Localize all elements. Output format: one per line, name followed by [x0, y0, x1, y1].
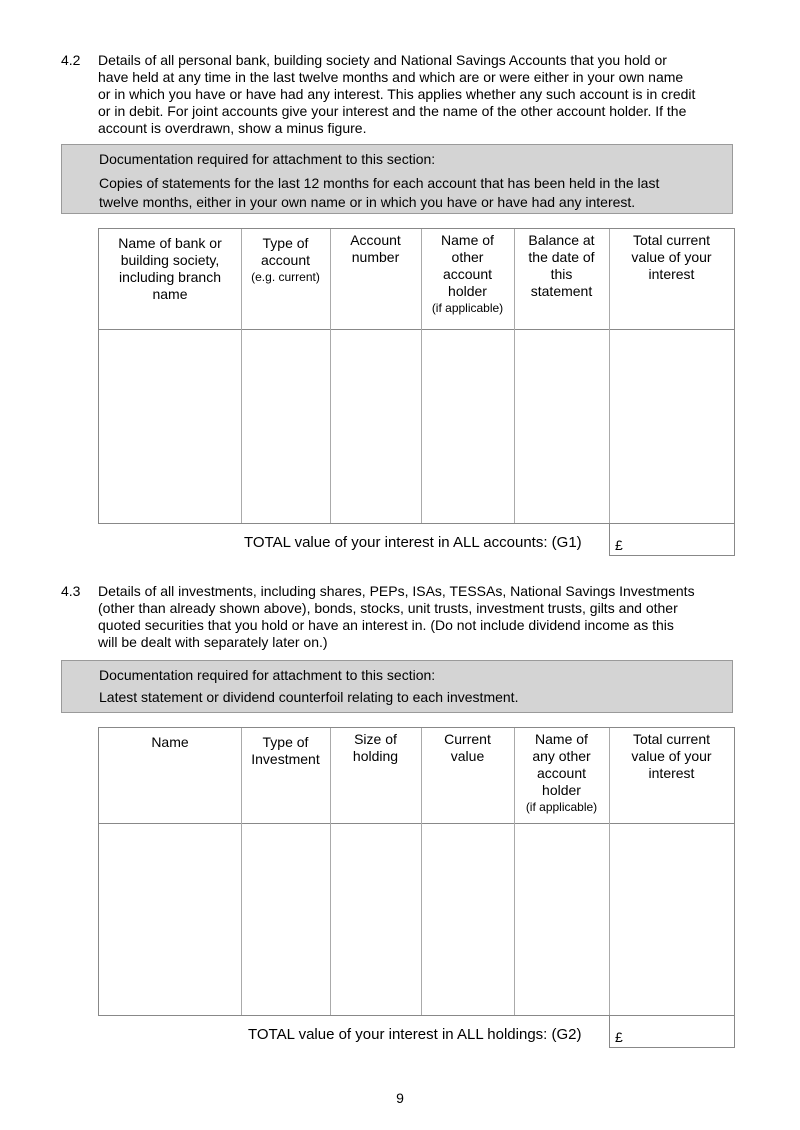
column-divider: [330, 229, 331, 523]
page-number: 9: [396, 1090, 404, 1106]
description-line: (other than already shown above), bonds, stocks, unit trusts, investment trusts, gilts and other: [98, 600, 678, 616]
accounts-total-label: TOTAL value of your interest in ALL accounts: (G1): [244, 534, 582, 551]
documentation-line: Latest statement or dividend counterfoil relating to each investment.: [99, 689, 519, 705]
documentation-line: twelve months, either in your own name or in which you have or have had any interest.: [99, 194, 636, 210]
description-line: quoted securities that you hold or have an interest in. (Do not include dividend income as this: [98, 617, 674, 633]
header-current-value: Current value: [444, 731, 491, 764]
documentation-line: Copies of statements for the last 12 months for each account that has been held in the last: [99, 175, 660, 191]
pound-sign: £: [615, 1029, 623, 1045]
pound-sign: £: [615, 537, 623, 553]
header-investment-type: Type of Investment: [251, 734, 320, 767]
section-number-4-3: 4.3: [61, 583, 81, 599]
documentation-text: [99, 688, 719, 707]
header-account-number: Account number: [350, 232, 401, 265]
column-divider: [421, 728, 422, 1015]
holdings-total-label: TOTAL value of your interest in ALL holdings: (G2): [248, 1026, 582, 1043]
accounts-total-input[interactable]: [609, 523, 735, 556]
description-line: Details of all investments, including shares, PEPs, ISAs, TESSAs, National Savings Investments: [98, 583, 695, 599]
column-divider: [330, 728, 331, 1015]
header-holding-size: Size of holding: [352, 731, 399, 764]
header-total-value: Total current value of your interest: [631, 232, 712, 282]
investments-table: [98, 727, 735, 1016]
description-line: will be dealt with separately later on.): [98, 634, 328, 650]
description-line: have held at any time in the last twelve months and which are or were either in your own name: [98, 69, 684, 85]
header-balance: Balance at the date of this statement: [528, 232, 595, 299]
header-investment-name: Name: [151, 734, 189, 750]
header-other-holder: Name of any other account holder (if applicable): [525, 731, 598, 814]
documentation-box-4-2: [61, 144, 733, 214]
section-number-4-2: 4.2: [61, 52, 81, 68]
section-4-3-description: [98, 583, 738, 651]
documentation-box-4-3: [61, 660, 733, 713]
description-line: or in which you have or have had any interest. This applies whether any such account is in credit: [98, 86, 696, 102]
description-line: account is overdrawn, show a minus figure.: [98, 120, 367, 136]
accounts-table: [98, 228, 735, 524]
documentation-heading: Documentation required for attachment to this section:: [99, 151, 436, 167]
description-line: Details of all personal bank, building society and National Savings Accounts that you hold or: [98, 52, 667, 68]
documentation-heading: Documentation required for attachment to this section:: [99, 667, 436, 683]
header-bank-name: Name of bank or building society, including branch name: [118, 235, 222, 302]
column-divider: [241, 728, 242, 1015]
section-4-2-description: [98, 52, 738, 137]
description-line: or in debit. For joint accounts give your interest and the name of the other account holder. If the: [98, 103, 687, 119]
header-total-value: Total current value of your interest: [631, 731, 712, 781]
documentation-text: [99, 174, 719, 212]
holdings-total-input[interactable]: [609, 1015, 735, 1048]
header-other-holder: Name of other account holder (if applicable): [431, 232, 504, 315]
header-account-type: Type of account (e.g. current): [251, 235, 320, 284]
